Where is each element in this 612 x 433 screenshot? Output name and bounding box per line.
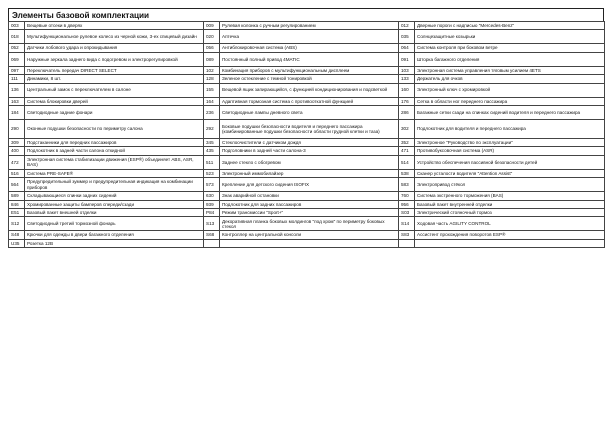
option-code: 564: [9, 178, 25, 192]
option-description: Декоративная планка боковых молдингов "под хром" по периметру боковых стекол: [220, 217, 399, 231]
option-code: 573: [204, 178, 220, 192]
table-row: [9, 97, 605, 105]
option-description: Контроллер на центральной консоли: [220, 231, 399, 239]
table-row: [9, 83, 605, 97]
option-description: Электрический стояночный тормоз: [415, 208, 605, 216]
table-row: [9, 217, 605, 231]
option-description: Вещевой ящик запирающийся, с функцией кондиционирования и подсветкой: [220, 83, 399, 97]
table-row: [9, 105, 605, 119]
option-description: [415, 239, 605, 247]
table-row: [9, 30, 605, 44]
option-description: Датчики лобового удара и опрокидывания: [25, 44, 204, 52]
table-row: [9, 200, 605, 208]
option-description: Комбинация приборов с мультифункциональным дисплеем: [220, 66, 399, 74]
table-row: [9, 208, 605, 216]
option-code: 352: [399, 138, 415, 146]
option-code: 056: [204, 44, 220, 52]
option-description: [220, 239, 399, 247]
option-code: S68: [204, 231, 220, 239]
option-code: 292: [204, 119, 220, 138]
table-row: [9, 66, 605, 74]
option-code: 009: [204, 22, 220, 30]
option-description: Багажные сетки сзади на спинках сидений водителя и переднего пассажира: [415, 105, 605, 119]
option-code: 286: [399, 105, 415, 119]
option-code: 020: [204, 30, 220, 44]
option-code: E51: [9, 208, 25, 216]
option-code: 133: [399, 75, 415, 83]
option-code: 589: [9, 192, 25, 200]
option-code: 435: [204, 147, 220, 155]
option-code: 035: [399, 30, 415, 44]
option-description: Базовый пакет внутренней отделки: [415, 200, 605, 208]
option-code: S12: [9, 217, 25, 231]
option-description: Дверные пороги с надписью "Mercedes-Benz": [415, 22, 605, 30]
option-description: Противобуксовочная система (ASR): [415, 147, 605, 155]
option-code: 956: [399, 200, 415, 208]
option-code: 089: [204, 52, 220, 66]
option-description: Солнцезащитные козырьки: [415, 30, 605, 44]
option-code: 155: [204, 83, 220, 97]
option-code: 003: [9, 22, 25, 30]
table-row: [9, 178, 605, 192]
option-code: 064: [399, 44, 415, 52]
option-description: Мультифункциональное рулевое колесо из черной кожи, 3-ех спицевый дизайн: [25, 30, 204, 44]
option-description: Система контроля при боковом ветре: [415, 44, 605, 52]
option-code: 176: [399, 97, 415, 105]
option-description: Светодиодные задние фонари: [25, 105, 204, 119]
option-code: 939: [204, 200, 220, 208]
option-description: Рулевая колонка с ручным регулированием: [220, 22, 399, 30]
option-code: 309: [9, 138, 25, 146]
option-code: 538: [399, 169, 415, 177]
option-description: Адаптивная тормозная система с противооткатной функцией: [220, 97, 399, 105]
option-description: Боковые подушки безопасности водителя и переднего пассажира (комбинированные подушки безопасности области грудной клетки и таза): [220, 119, 399, 138]
equipment-sheet: [8, 8, 604, 248]
option-code: 012: [399, 22, 415, 30]
option-code: 472: [9, 155, 25, 169]
option-code: 102: [204, 66, 220, 74]
option-description: Оконные подушки безопасности по периметру салона: [25, 119, 204, 138]
equipment-table: [8, 21, 605, 248]
option-description: Шторка багажного отделения: [415, 52, 605, 66]
option-description: Электронная система управления тяговым усилием 4ETS: [415, 66, 605, 74]
option-code: 302: [399, 119, 415, 138]
option-code: [204, 239, 220, 247]
option-code: 163: [9, 97, 25, 105]
table-row: [9, 192, 605, 200]
option-code: S14: [399, 217, 415, 231]
option-code: [399, 239, 415, 247]
page-title: Элементы базовой комплектации: [8, 8, 604, 21]
option-code: 160: [399, 83, 415, 97]
option-code: 583: [399, 178, 415, 192]
option-description: Ходовая часть AGILITY CONTROL: [415, 217, 605, 231]
option-description: Подлокотник для задних пассажиров: [220, 200, 399, 208]
option-description: Электронный иммобилайзер: [220, 169, 399, 177]
option-code: 103: [399, 66, 415, 74]
option-code: 511: [204, 155, 220, 169]
table-row: [9, 44, 605, 52]
table-row: [9, 169, 605, 177]
option-code: 400: [9, 147, 25, 155]
option-description: Подлокотник в задней части салона откидной: [25, 147, 204, 155]
table-row: [9, 75, 605, 83]
option-description: Центральный замок с переключателем в салоне: [25, 83, 204, 97]
option-description: Электронное "Руководство по эксплуатации": [415, 138, 605, 146]
option-description: Режим трансмиссии "Sport+": [220, 208, 399, 216]
option-code: U35: [9, 239, 25, 247]
option-code: 111: [9, 75, 25, 83]
option-description: Сетка в области ног переднего пассажира: [415, 97, 605, 105]
option-code: 630: [204, 192, 220, 200]
table-row: [9, 239, 605, 247]
option-description: Электронный ключ с хромировкой: [415, 83, 605, 97]
option-description: Система блокировки дверей: [25, 97, 204, 105]
option-code: 516: [9, 169, 25, 177]
option-description: Система PRE-SAFE®: [25, 169, 204, 177]
option-description: Крючки для одежды в двери багажного отделения: [25, 231, 204, 239]
option-code: 184: [9, 105, 25, 119]
option-code: 290: [9, 119, 25, 138]
option-code: P84: [204, 208, 220, 216]
option-code: 091: [399, 52, 415, 66]
option-code: 236: [204, 105, 220, 119]
option-code: S83: [399, 231, 415, 239]
option-code: 164: [204, 97, 220, 105]
option-description: Держатель для очков: [415, 75, 605, 83]
table-row: [9, 52, 605, 66]
option-description: Заднее стекло с обогревом: [220, 155, 399, 169]
option-description: Динамики, 8 шт.: [25, 75, 204, 83]
option-code: 136: [9, 83, 25, 97]
option-description: Аптечка: [220, 30, 399, 44]
option-description: Переключатель передач DIRECT SELECT: [25, 66, 204, 74]
table-row: [9, 231, 605, 239]
option-code: S48: [9, 231, 25, 239]
option-description: Зеленое остекление с темной тонировкой: [220, 75, 399, 83]
option-description: Предупредительный зуммер и предупредительная индикация на комбинации приборов: [25, 178, 204, 192]
option-description: Светодиодный третий тормозной фонарь: [25, 217, 204, 231]
option-description: Розетка 12В: [25, 239, 204, 247]
option-description: Подстаканники для передних пассажиров: [25, 138, 204, 146]
option-description: Электропривод стёкол: [415, 178, 605, 192]
table-row: [9, 155, 605, 169]
option-code: 018: [9, 30, 25, 44]
option-code: 052: [9, 44, 25, 52]
option-description: Система экстренного торможения (BAS): [415, 192, 605, 200]
option-code: 128: [204, 75, 220, 83]
option-description: Крепление для детского сидения ISOFIX: [220, 178, 399, 192]
table-row: [9, 22, 605, 30]
option-code: 069: [9, 52, 25, 66]
option-description: Постоянный полный привод 4MATIC: [220, 52, 399, 66]
option-description: Базовый пакет внешней отделки: [25, 208, 204, 216]
option-description: Стеклоочистители с датчиком дождя: [220, 138, 399, 146]
option-description: Вещевые отсеки в дверях: [25, 22, 204, 30]
option-code: S03: [399, 208, 415, 216]
option-code: S13: [204, 217, 220, 231]
option-description: Подлокотник для водителя и переднего пассажира: [415, 119, 605, 138]
option-description: Антиблокировочная система (ABS): [220, 44, 399, 52]
option-code: 514: [399, 155, 415, 169]
option-description: Электронная система стабилизации движения (ESP®) объединяет ABS, ASR, BAS): [25, 155, 204, 169]
option-description: Хромированные защиты бамперов спереди/сзади: [25, 200, 204, 208]
option-description: Знак аварийной остановки: [220, 192, 399, 200]
option-description: Наружные зеркала заднего вида с подогревом и электрорегулировкой: [25, 52, 204, 66]
option-code: 760: [399, 192, 415, 200]
table-row: [9, 119, 605, 138]
option-description: Сканер усталости водителя "Attention Assist": [415, 169, 605, 177]
option-description: Устройство обеспечения пассивной безопасности детей: [415, 155, 605, 169]
option-code: 523: [204, 169, 220, 177]
option-code: 471: [399, 147, 415, 155]
option-description: Ассистент прохождения поворотов ESP®: [415, 231, 605, 239]
option-description: Светодиодные лампы дневного света: [220, 105, 399, 119]
table-row: [9, 138, 605, 146]
option-description: Подголовники в задней части салона-3: [220, 147, 399, 155]
option-code: 097: [9, 66, 25, 74]
option-description: Складывающиеся спинки задних сидений: [25, 192, 204, 200]
option-code: 846: [9, 200, 25, 208]
option-code: 345: [204, 138, 220, 146]
table-row: [9, 147, 605, 155]
